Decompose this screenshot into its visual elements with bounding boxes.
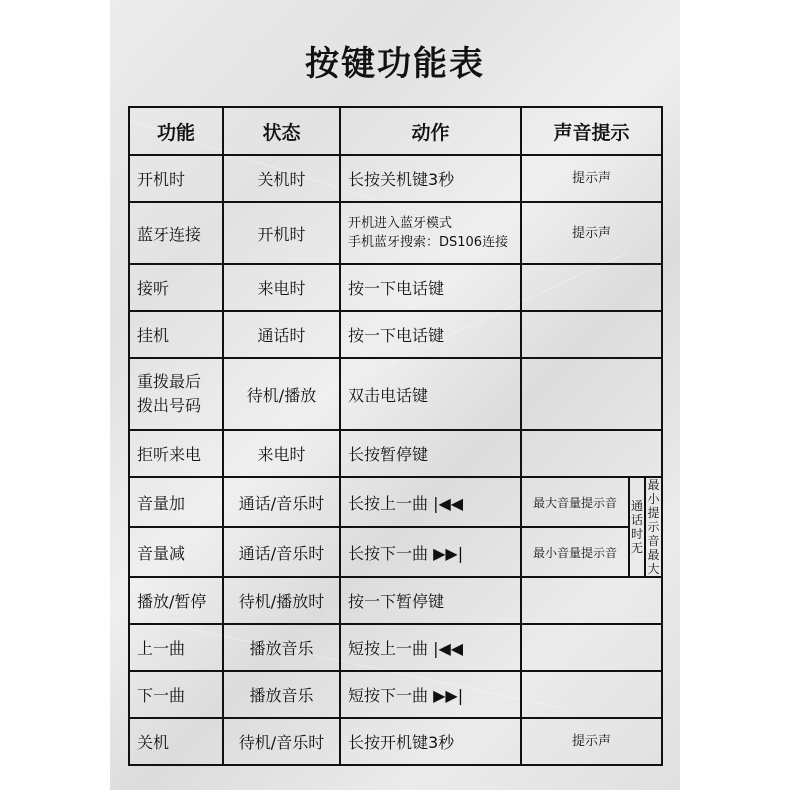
- cell-state: 通话/音乐时: [223, 527, 340, 577]
- cell-action: 短按下一曲 ▶▶|: [340, 671, 521, 718]
- table-row: [129, 202, 662, 264]
- cell-action: 长按关机键3秒: [340, 155, 521, 202]
- cell-function: 音量减: [129, 527, 223, 577]
- cell-function: 关机: [129, 718, 223, 765]
- table-row: [129, 718, 662, 765]
- key-function-table: [128, 106, 663, 766]
- cell-sound: 提示声: [521, 202, 662, 264]
- cell-function: 接听: [129, 264, 223, 311]
- cell-state: 播放音乐: [223, 624, 340, 671]
- header-action: 动作: [340, 107, 521, 155]
- cell-state: 来电时: [223, 430, 340, 477]
- cell-function: 开机时: [129, 155, 223, 202]
- cell-sound: [521, 358, 662, 430]
- cell-sound: 最小音量提示音: [521, 527, 629, 577]
- cell-action: 按一下电话键: [340, 311, 521, 358]
- header-sound: 声音提示: [521, 107, 662, 155]
- cell-sound: [521, 264, 662, 311]
- cell-action: 长按开机键3秒: [340, 718, 521, 765]
- cell-action: 短按上一曲 |◀◀: [340, 624, 521, 671]
- cell-function: [129, 358, 223, 430]
- cell-function: 上一曲: [129, 624, 223, 671]
- cell-sound: [521, 430, 662, 477]
- cell-state: 播放音乐: [223, 671, 340, 718]
- table-row: [129, 264, 662, 311]
- cell-function: 挂机: [129, 311, 223, 358]
- table-row: [129, 671, 662, 718]
- table-header-row: [129, 107, 662, 155]
- cell-action: 按一下暂停键: [340, 577, 521, 624]
- cell-sound: [521, 671, 662, 718]
- cell-action: 按一下电话键: [340, 264, 521, 311]
- cell-action: 长按上一曲 |◀◀: [340, 477, 521, 527]
- cell-action: 双击电话键: [340, 358, 521, 430]
- cell-sound: 提示声: [521, 155, 662, 202]
- cell-sound: [521, 624, 662, 671]
- cell-function: 音量加: [129, 477, 223, 527]
- cell-state: 来电时: [223, 264, 340, 311]
- cell-function: 拒听来电: [129, 430, 223, 477]
- table-row: [129, 624, 662, 671]
- cell-sound: 最大音量提示音: [521, 477, 629, 527]
- cell-state: 关机时: [223, 155, 340, 202]
- header-function: 功能: [129, 107, 223, 155]
- side-note-left: 通话时无: [629, 477, 645, 577]
- action-line: 手机蓝牙搜索：DS106连接: [348, 235, 509, 250]
- table-row: [129, 527, 662, 577]
- header-state: 状态: [223, 107, 340, 155]
- cell-function: 播放/暂停: [129, 577, 223, 624]
- cell-function: 下一曲: [129, 671, 223, 718]
- table-row: [129, 311, 662, 358]
- cell-function: 蓝牙连接: [129, 202, 223, 264]
- cell-state: 待机/播放: [223, 358, 340, 430]
- cell-action: 长按下一曲 ▶▶|: [340, 527, 521, 577]
- table-row: [129, 155, 662, 202]
- cell-state: 待机/音乐时: [223, 718, 340, 765]
- cell-state: 开机时: [223, 202, 340, 264]
- table-row: [129, 477, 662, 527]
- table-row: [129, 430, 662, 477]
- cell-sound: [521, 577, 662, 624]
- table-row: [129, 358, 662, 430]
- function-line: 重拨最后: [137, 372, 202, 391]
- page-title: 按键功能表: [305, 44, 485, 84]
- cell-state: 待机/播放时: [223, 577, 340, 624]
- cell-state: 通话/音乐时: [223, 477, 340, 527]
- cell-sound: [521, 311, 662, 358]
- cell-action: [340, 202, 521, 264]
- table-row: [129, 577, 662, 624]
- action-line: 开机进入蓝牙模式: [348, 216, 453, 231]
- cell-action: 长按暂停键: [340, 430, 521, 477]
- side-note-right: 最小提示音最大: [645, 477, 662, 577]
- function-line: 拨出号码: [137, 396, 202, 415]
- cell-sound: 提示声: [521, 718, 662, 765]
- cell-state: 通话时: [223, 311, 340, 358]
